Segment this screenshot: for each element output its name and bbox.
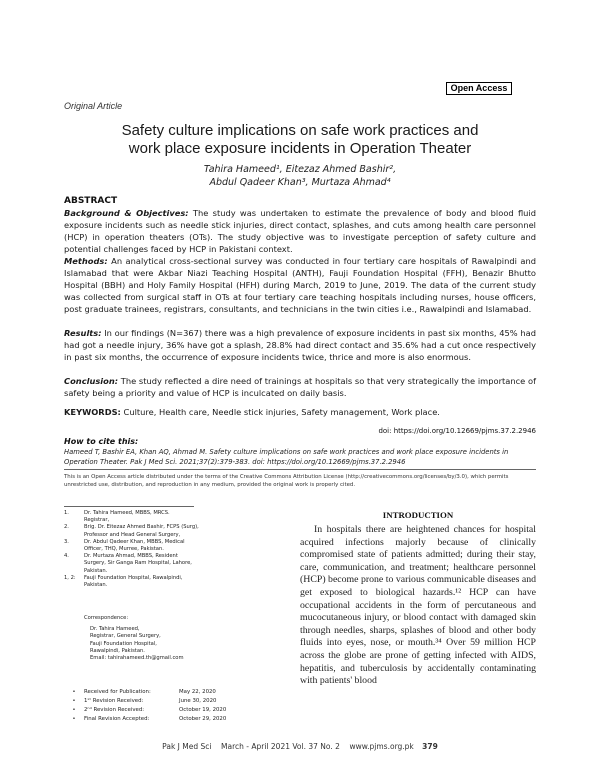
affiliation-number: 1. — [64, 510, 69, 516]
doi-link[interactable]: doi: https://doi.org/10.12669/pjms.37.2.2946 — [378, 427, 536, 435]
authors-line-1: Tahira Hameed¹, Eitezaz Ahmed Bashir², — [203, 164, 397, 175]
abstract-results — [64, 327, 536, 363]
footer-site[interactable]: www.pjms.org.pk — [349, 742, 414, 751]
methods-label: Methods: — [64, 256, 108, 266]
correspondence — [84, 615, 264, 662]
affiliation-text: Dr. Abdul Qadeer Khan, MBBS, Medical Officer, THQ, Murree, Pakistan. — [84, 538, 185, 553]
conclusion-text: The study reflected a dire need of trainings at hospitals so that very strategically the importance of safety being a priority and value of HCP is inculcated on daily basis. — [64, 376, 536, 398]
date-label: 1ˢᵗ Revision Received: — [84, 698, 144, 704]
authors-line-2: Abdul Qadeer Khan³, Murtaza Ahmad⁴ — [209, 177, 391, 188]
correspondence-city: Rawalpindi, Pakistan. — [90, 647, 145, 654]
introduction-heading: INTRODUCTION — [382, 510, 454, 520]
results-label: Results: — [64, 328, 102, 338]
keywords-text: Culture, Health care, Needle stick injuries, Safety management, Work place. — [120, 407, 440, 417]
affiliation-item — [64, 553, 274, 575]
how-to-cite-heading: How to cite this: — [64, 437, 139, 446]
date-row — [64, 697, 274, 706]
license-divider — [64, 469, 536, 470]
correspondence-place: Fauji Foundation Hospital, — [90, 640, 157, 647]
abstract-background — [64, 207, 536, 255]
date-row — [64, 715, 274, 724]
page-footer — [0, 742, 600, 751]
affiliation-number: 2. — [64, 524, 69, 531]
footer-issue: March - April 2021 Vol. 37 No. 2 — [221, 742, 340, 751]
correspondence-name: Dr. Tahira Hameed, — [90, 626, 140, 633]
affiliation-text: Dr. Murtaza Ahmad, MBBS, Resident Surgery, Sir Ganga Ram Hospital, Lahore, Pakistan. — [84, 553, 192, 574]
publication-dates — [64, 688, 274, 724]
background-label: Background & Objectives: — [64, 208, 189, 218]
background-text: The study was undertaken to estimate the prevalence of body and blood fluid exposure incidents such as needle stick injuries, direct contact, splashes, and cuts among health care personnel (HCP) in operation theaters (OTs). The study objective was to investigate perception of safety culture and potential challenges faced by HCP in Pakistani context. — [64, 208, 536, 254]
article-title-line-1: Safety culture implications on safe work practices and — [121, 122, 479, 139]
date-value: May 22, 2020 — [179, 689, 216, 695]
bullet-icon: • — [72, 698, 76, 704]
abstract-methods — [64, 255, 536, 315]
footer-page-number: 379 — [422, 742, 438, 751]
results-text: In our findings (N=367) there was a high prevalence of exposure incidents in past six months, 45% had had got a needle injury, 36% have got a splash, 28.8% had direct contact and 35.6% had a cut once respectively in past six months, the occurrence of exposure incidents twice, thrice and more is also enormous. — [64, 328, 536, 362]
keywords — [64, 406, 536, 418]
affiliation-number: 3. — [64, 538, 69, 545]
correspondence-role: Registrar, General Surgery, — [90, 633, 161, 640]
bullet-icon: • — [72, 707, 76, 713]
date-label: Final Revision Accepted: — [84, 716, 150, 722]
date-label: Received for Publication: — [84, 689, 151, 695]
license-text: This is an Open Access article distributed under the terms of the Creative Commons Attribution License (http://creativecommons.org/licenses/by/3.0), which permits unrestricted use, distribution, and reproduction in any medium, provided the original work is properly cited. — [64, 474, 509, 488]
methods-text: An analytical cross-sectional survey was conducted in four tertiary care hospitals of Rawalpindi and Islamabad that were Akbar Niazi Teaching Hospital (ANTH), Fauji Foundation Hospital (FFH), Benazir Bhutto Hospital (BBH) and Holy Family Hospital (HFH) during March, 2019 to June, 2019. The data of the current study was collected from surgical staff in OTs at four tertiary care teaching hospitals including nurses, house officers, post graduate trainees, registrars, consultants, and technicians in the twin cities i.e., Rawalpindi and Islamabad. — [64, 256, 536, 314]
affiliation-number: 4. — [64, 553, 69, 560]
date-value: October 29, 2020 — [179, 716, 227, 722]
date-label: 2ⁿᵈ Revision Received: — [84, 707, 145, 713]
correspondence-email[interactable]: Email: tahirahameed.th@gmail.com — [90, 655, 184, 662]
footer-journal: Pak J Med Sci — [162, 742, 212, 751]
footnote-divider — [64, 506, 194, 507]
date-row — [64, 688, 274, 697]
affiliation-number: 1, 2: — [64, 574, 76, 581]
affiliation-item — [64, 539, 274, 553]
correspondence-heading: Correspondence: — [84, 615, 129, 621]
conclusion-label: Conclusion: — [64, 376, 119, 386]
affiliation-text: Fauji Foundation Hospital, Rawalpindi, Pakistan. — [84, 574, 183, 589]
affiliations — [64, 510, 274, 589]
date-value: October 19, 2020 — [179, 707, 227, 713]
affiliation-item — [64, 510, 274, 524]
open-access-badge: Open Access — [446, 82, 512, 95]
article-type-label: Original Article — [64, 101, 123, 111]
citation-text: Hameed T, Bashir EA, Khan AQ, Ahmad M. Safety culture implications on safe work practices and work place exposure incidents in Operation Theater. Pak J Med Sci. 2021;37(2):379-383. doi: https://doi.org/10.12669/pjms.37.2.2946 — [64, 448, 509, 466]
affiliation-text: Dr. Tahira Hameed, MBBS, MRCS. Registrar, — [84, 510, 170, 524]
affiliation-item — [64, 524, 274, 538]
abstract-heading: ABSTRACT — [64, 196, 118, 206]
article-title-line-2: work place exposure incidents in Operation Theater — [128, 140, 472, 157]
bullet-icon: • — [72, 689, 76, 695]
date-row — [64, 706, 274, 715]
keywords-label: KEYWORDS: — [64, 407, 121, 417]
affiliation-text: Brig. Dr. Eitezaz Ahmed Bashir, FCPS (Surg), Professor and Head General Surgery, — [84, 524, 199, 538]
introduction-text: In hospitals there are heightened chances for hospital acquired infections majorly because of clinically compromised state of patients admitted; during their stay, care, communication, and treatment; healthcare personnel (HCP) become prone to various communicable diseases and get exposed to biological hazards.¹² HCP can have occupational accidents in the form of percutaneous and mucocutaneous injury, or blood contact with damaged skin through needles, sharps, splashes of blood and other body fluids into eyes, nose, or mouth.³⁴ Over 59 million HCP across the globe are prone of getting infected with AIDS, hepatitis, and tuberculosis by accidentally contaminating with patients' blood — [300, 524, 536, 687]
bullet-icon: • — [72, 716, 76, 722]
affiliation-item — [64, 575, 274, 589]
abstract-conclusion — [64, 375, 536, 399]
date-value: June 30, 2020 — [179, 698, 217, 704]
